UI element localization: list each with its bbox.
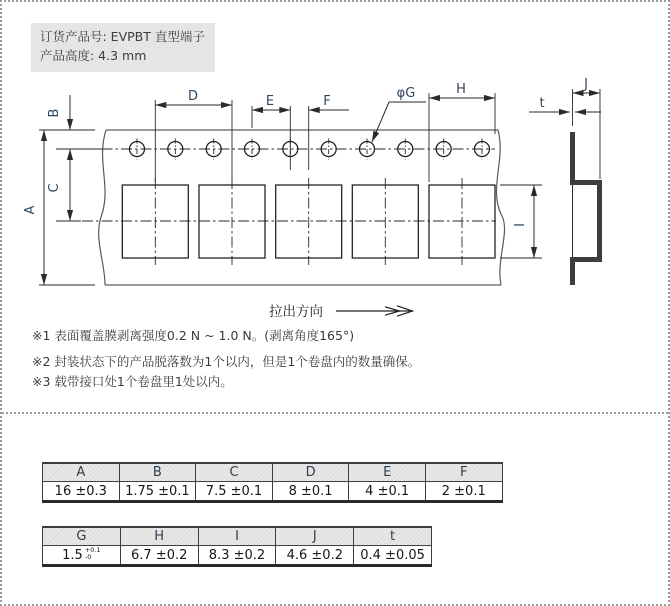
pull-direction-label: 拉出方向 xyxy=(269,304,323,320)
section-profile xyxy=(573,132,600,285)
table1-value-d: 8 ±0.1 xyxy=(272,482,349,502)
table1-header-row xyxy=(43,463,503,482)
notes-block xyxy=(32,329,420,389)
product-height-line: 产品高度: 4.3 mm xyxy=(40,47,147,63)
table1-value-row xyxy=(43,482,503,502)
dim-label-b: B xyxy=(47,108,62,118)
table1-value-e: 4 ±0.1 xyxy=(349,482,426,502)
table1-header-d: D xyxy=(272,463,349,482)
dim-label-h: H xyxy=(456,82,466,97)
table1-value-c: 7.5 ±0.1 xyxy=(196,482,273,502)
dimension-table-a-f xyxy=(42,462,503,503)
dim-label-d: D xyxy=(187,89,199,104)
dimension-g xyxy=(372,86,426,142)
dimension-f xyxy=(309,94,349,170)
table2-value-t: 0.4 ±0.05 xyxy=(354,546,432,566)
table1-value-b: 1.75 ±0.1 xyxy=(119,482,196,502)
dimension-d xyxy=(155,89,232,182)
dimension-c xyxy=(47,149,70,221)
table2-header-j: J xyxy=(276,527,354,546)
table1-header-e: E xyxy=(349,463,426,482)
dim-label-t: t xyxy=(539,96,545,111)
note-2: ※2 封装状态下的产品脱落数为1个以内，但是1个卷盘内的数量确保。 xyxy=(32,354,421,369)
table1-header-a: A xyxy=(43,463,120,482)
dim-label-f: F xyxy=(323,94,331,109)
pull-direction-arrow xyxy=(336,306,413,316)
table1-header-f: F xyxy=(425,463,502,482)
dimension-table-g-t xyxy=(42,526,432,567)
dimension-i xyxy=(500,185,542,258)
table2-value-i: 8.3 ±0.2 xyxy=(198,546,276,566)
pull-direction xyxy=(269,303,413,320)
table1-value-a: 16 ±0.3 xyxy=(43,482,120,502)
table1-header-c: C xyxy=(196,463,273,482)
dimension-b xyxy=(47,95,112,149)
table2-value-row xyxy=(43,546,432,566)
table2-header-row xyxy=(43,527,432,546)
table2-header-h: H xyxy=(120,527,198,546)
dim-label-a: A xyxy=(23,205,38,215)
dimension-h xyxy=(429,82,495,182)
table2-value-j: 4.6 ±0.2 xyxy=(276,546,354,566)
dim-label-j: J xyxy=(584,77,588,92)
left-break-line xyxy=(99,130,106,285)
table2-header-t: t xyxy=(354,527,432,546)
note-3: ※3 载带接口处1个卷盘里1处以内。 xyxy=(32,374,233,389)
table2-value-g: 1.5 +0.1 -0 xyxy=(43,546,121,566)
dim-label-e: E xyxy=(265,94,275,109)
dimension-a xyxy=(23,130,95,285)
dimension-t xyxy=(529,96,601,112)
table2-header-i: I xyxy=(198,527,276,546)
right-break-line xyxy=(496,130,504,285)
tape-cross-section xyxy=(529,77,601,285)
table1-header-b: B xyxy=(119,463,196,482)
dimension-e xyxy=(252,94,290,170)
table2-value-h: 6.7 ±0.2 xyxy=(120,546,198,566)
g-tolerance-stack: +0.1 -0 xyxy=(84,545,101,561)
product-number-line: 订货产品号: EVPBT 直型端子 xyxy=(40,29,205,44)
section-divider xyxy=(2,412,668,414)
table1-value-f: 2 ±0.1 xyxy=(425,482,502,502)
dim-label-g: φG xyxy=(396,86,416,101)
dim-label-i: I xyxy=(513,223,528,227)
table2-header-g: G xyxy=(43,527,121,546)
dim-label-c: C xyxy=(47,183,62,193)
dimension-j xyxy=(573,77,601,179)
note-1: ※1 表面覆盖膜剥离强度0.2 N ~ 1.0 N。(剥离角度165°) xyxy=(32,328,355,343)
